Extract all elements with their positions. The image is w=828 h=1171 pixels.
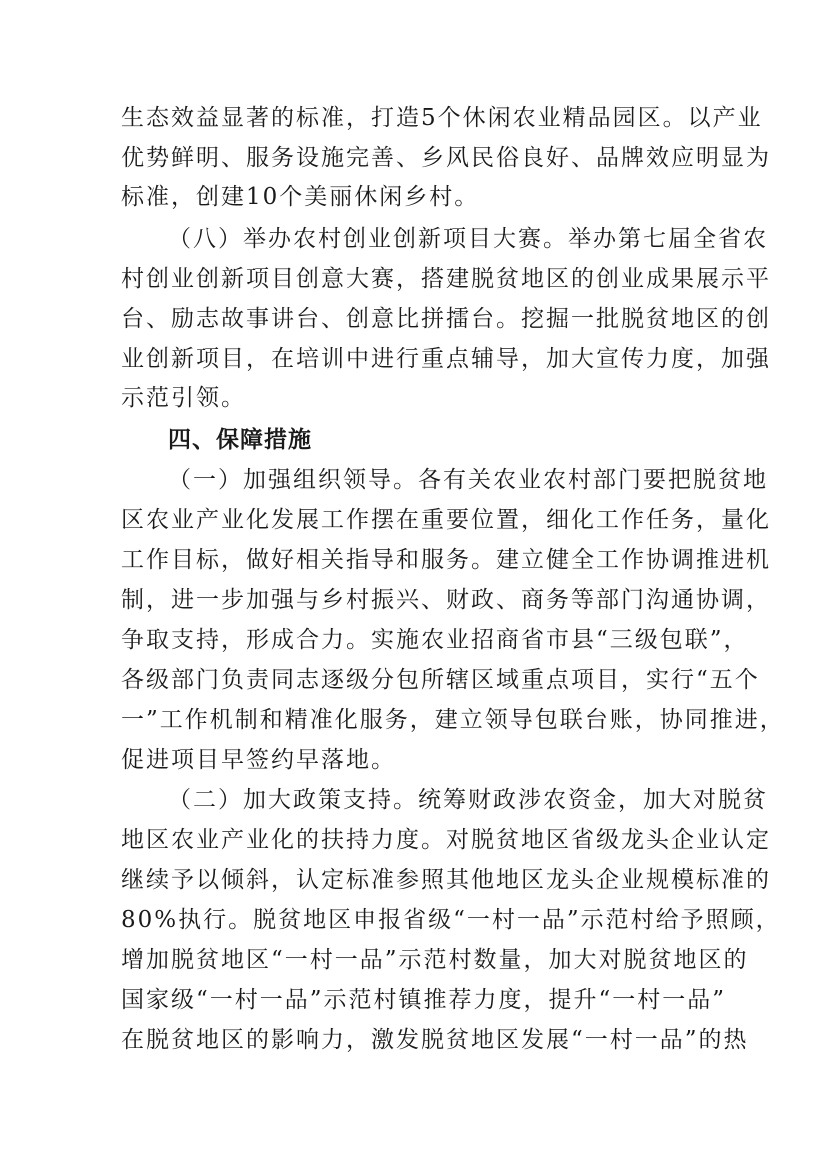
text-line: 国家级“一村一品”示范村镇推荐力度，提升“一村一品” bbox=[121, 987, 727, 1013]
section-heading: 四、保障措施 bbox=[168, 427, 312, 453]
text-line: 制，进一步加强与乡村振兴、财政、商务等部门沟通协调， bbox=[121, 587, 771, 613]
text-line: 继续予以倾斜，认定标准参照其他地区龙头企业规模标准的 bbox=[121, 867, 771, 893]
text-line: 一”工作机制和精准化服务，建立领导包联台账，协同推进， bbox=[121, 707, 785, 733]
text-line: 示范引领。 bbox=[121, 385, 246, 411]
text-line: 工作目标，做好相关指导和服务。建立健全工作协调推进机 bbox=[121, 547, 771, 573]
text-line: 优势鲜明、服务设施完善、乡风民俗良好、品牌效应明显为 bbox=[121, 145, 771, 171]
text-line: 80%执行。脱贫地区申报省级“一村一品”示范村给予照顾， bbox=[121, 907, 781, 933]
text-line: 台、励志故事讲台、创意比拼擂台。挖掘一批脱贫地区的创 bbox=[121, 306, 771, 332]
text-line: 地区农业产业化的扶持力度。对脱贫地区省级龙头企业认定 bbox=[121, 827, 771, 853]
text-line: 促进项目早签约早落地。 bbox=[121, 747, 396, 773]
text-line: 增加脱贫地区“一村一品”示范村数量，加大对脱贫地区的 bbox=[121, 947, 749, 973]
paragraph-heading-1: （一）加强组织领导。各有关农业农村部门要把脱贫地 bbox=[168, 467, 768, 493]
paragraph-heading-2: （二）加大政策支持。统筹财政涉农资金，加大对脱贫 bbox=[168, 787, 768, 813]
text-line: 区农业产业化发展工作摆在重要位置，细化工作任务，量化 bbox=[121, 507, 771, 533]
text-line: 村创业创新项目创意大赛，搭建脱贫地区的创业成果展示平 bbox=[121, 266, 771, 292]
text-line: 标准，创建10个美丽休闲乡村。 bbox=[121, 184, 480, 210]
text-line: 业创新项目，在培训中进行重点辅导，加大宣传力度，加强 bbox=[121, 346, 771, 372]
text-line: 争取支持，形成合力。实施农业招商省市县“三级包联”， bbox=[121, 627, 749, 653]
text-line: 各级部门负责同志逐级分包所辖区域重点项目，实行“五个 bbox=[121, 667, 760, 693]
text-line: 生态效益显著的标准，打造5个休闲农业精品园区。以产业 bbox=[121, 105, 763, 131]
paragraph-heading-8: （八）举办农村创业创新项目大赛。举办第七届全省农 bbox=[168, 226, 768, 252]
text-line: 在脱贫地区的影响力，激发脱贫地区发展“一村一品”的热 bbox=[121, 1027, 749, 1053]
